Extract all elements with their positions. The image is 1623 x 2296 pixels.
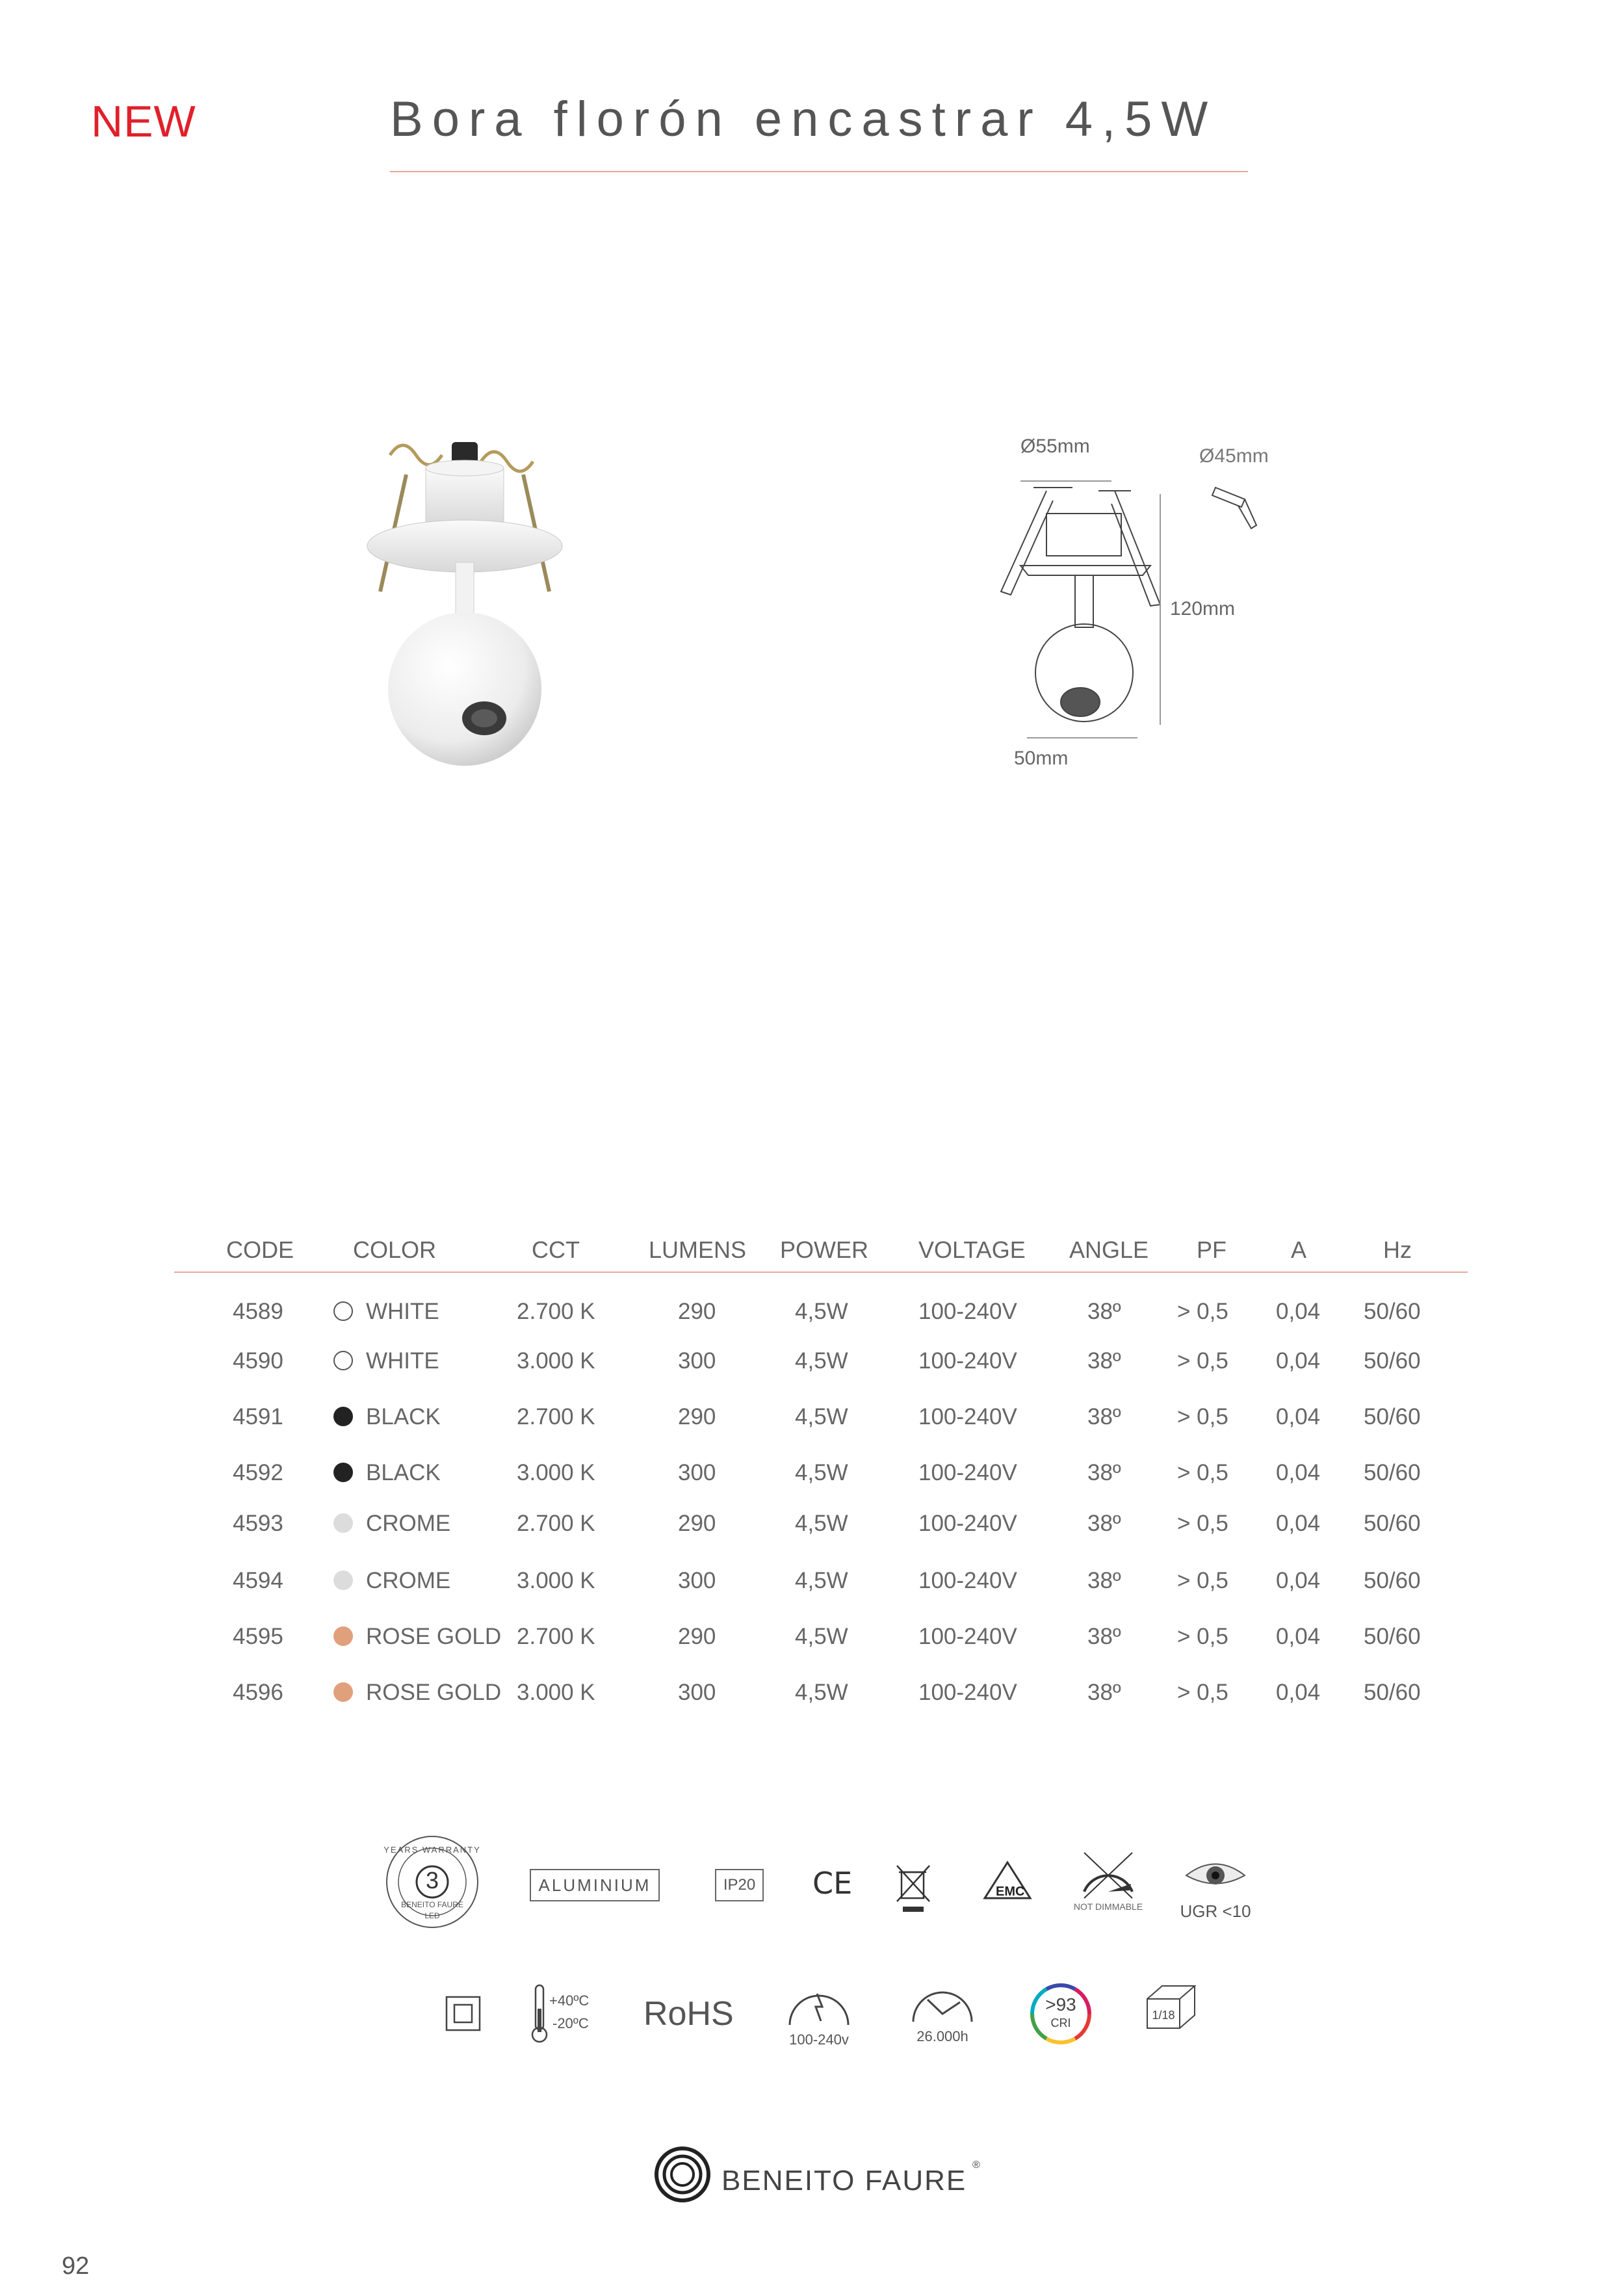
cell-hz: 50/60 [1364, 1404, 1421, 1429]
cell-pf: > 0,5 [1177, 1568, 1228, 1593]
not-dimmable-icon [1072, 1846, 1144, 1901]
col-lumens: LUMENS [649, 1236, 747, 1263]
color-swatch [333, 1407, 353, 1426]
cell-hz: 50/60 [1364, 1624, 1421, 1649]
product-title: Bora florón encastrar 4,5W [390, 92, 1217, 147]
cell-pf: > 0,5 [1177, 1680, 1228, 1705]
cell-cct: 3.000 K [517, 1568, 595, 1593]
cell-power: 4,5W [795, 1511, 848, 1536]
cell-lumens: 290 [678, 1624, 716, 1649]
cell-a: 0,04 [1276, 1511, 1321, 1536]
cell-code: 4590 [233, 1348, 283, 1374]
temp-min-label: -20ºC [552, 2015, 589, 2031]
width-label: 50mm [1014, 748, 1069, 769]
cell-code: 4591 [233, 1404, 283, 1429]
col-pf: PF [1197, 1236, 1227, 1263]
color-swatch [333, 1626, 353, 1646]
cell-a: 0,04 [1276, 1404, 1321, 1429]
cell-power: 4,5W [795, 1348, 848, 1374]
spec-table-body [174, 1273, 1468, 1728]
cell-color: BLACK [366, 1404, 441, 1429]
cell-hz: 50/60 [1364, 1680, 1421, 1705]
brand-registered-mark: ® [972, 2159, 980, 2171]
warranty-years: 3 [425, 1867, 439, 1894]
height-label: 120mm [1170, 598, 1236, 620]
col-voltage: VOLTAGE [918, 1236, 1026, 1263]
new-badge: NEW [91, 97, 196, 146]
cell-cct: 2.700 K [517, 1511, 595, 1536]
dimension-diagram [936, 429, 1300, 793]
cell-power: 4,5W [795, 1680, 848, 1705]
cell-lumens: 290 [678, 1511, 716, 1536]
cell-pf: > 0,5 [1177, 1404, 1228, 1429]
cri-value: >93 [1045, 1994, 1076, 2015]
table-row [174, 1598, 1468, 1654]
col-cct: CCT [532, 1236, 580, 1263]
cell-lumens: 300 [678, 1348, 716, 1374]
cell-cct: 2.700 K [517, 1404, 595, 1429]
cell-voltage: 100-240V [918, 1460, 1017, 1485]
eye-icon [1183, 1856, 1248, 1895]
table-row [174, 1542, 1468, 1598]
cell-voltage: 100-240V [918, 1404, 1017, 1429]
cell-voltage: 100-240V [918, 1299, 1017, 1324]
cell-a: 0,04 [1276, 1299, 1321, 1324]
cell-color: WHITE [366, 1348, 439, 1374]
col-a: A [1291, 1236, 1307, 1263]
spec-table [174, 1222, 1468, 1728]
brand-name: BENEITO FAURE [721, 2165, 967, 2197]
material-badge: ALUMINIUM [530, 1869, 660, 1901]
spec-table-header [174, 1222, 1468, 1273]
col-hz: Hz [1383, 1236, 1412, 1263]
top-diameter-label: Ø55mm [1020, 436, 1090, 457]
cell-pf: > 0,5 [1177, 1511, 1228, 1536]
cell-pf: > 0,5 [1177, 1460, 1228, 1485]
cell-cct: 2.700 K [517, 1624, 595, 1649]
color-swatch [333, 1682, 353, 1702]
cell-color: ROSE GOLD [366, 1680, 502, 1705]
cell-voltage: 100-240V [918, 1624, 1017, 1649]
cell-hz: 50/60 [1364, 1348, 1421, 1374]
cell-a: 0,04 [1276, 1624, 1321, 1649]
cell-cct: 3.000 K [517, 1348, 595, 1374]
rohs-mark: RoHS [643, 1995, 734, 2033]
cell-cct: 3.000 K [517, 1460, 595, 1485]
cell-color: WHITE [366, 1299, 439, 1324]
col-code: CODE [226, 1236, 294, 1263]
cell-angle: 38º [1087, 1299, 1121, 1324]
cell-lumens: 290 [678, 1404, 716, 1429]
cell-a: 0,04 [1276, 1460, 1321, 1485]
box-quantity-label: 1/18 [1152, 2009, 1175, 2022]
ce-mark-icon: CE [812, 1866, 853, 1901]
table-row [174, 1322, 1468, 1378]
color-swatch [333, 1571, 353, 1590]
cell-power: 4,5W [795, 1568, 848, 1593]
table-row [174, 1434, 1468, 1490]
cell-voltage: 100-240V [918, 1568, 1017, 1593]
cell-a: 0,04 [1276, 1348, 1321, 1374]
color-swatch [333, 1513, 353, 1533]
cell-power: 4,5W [795, 1404, 848, 1429]
emc-icon [981, 1859, 1033, 1905]
cell-voltage: 100-240V [918, 1680, 1017, 1705]
voltage-range-icon [783, 1979, 855, 2028]
cell-pf: > 0,5 [1177, 1624, 1228, 1649]
warranty-text: YEARS WARRANTY [383, 1845, 481, 1855]
col-angle: ANGLE [1069, 1236, 1149, 1263]
cell-power: 4,5W [795, 1624, 848, 1649]
col-color: COLOR [353, 1236, 437, 1263]
cell-lumens: 290 [678, 1299, 716, 1324]
cell-voltage: 100-240V [918, 1348, 1017, 1374]
cell-lumens: 300 [678, 1568, 716, 1593]
cell-cct: 2.700 K [517, 1299, 595, 1324]
not-dimmable-label: NOT DIMMABLE [1073, 1901, 1143, 1912]
cell-angle: 38º [1087, 1624, 1121, 1649]
ugr-label: UGR <10 [1180, 1901, 1251, 1921]
cell-code: 4596 [233, 1680, 283, 1705]
cri-label: CRI [1050, 2016, 1071, 2029]
col-power: POWER [780, 1236, 869, 1263]
cell-code: 4594 [233, 1568, 283, 1593]
box-pack-icon [1144, 1979, 1196, 2031]
ip-badge: IP20 [715, 1869, 764, 1901]
table-row [174, 1654, 1468, 1710]
cell-hz: 50/60 [1364, 1299, 1421, 1324]
cell-angle: 38º [1087, 1680, 1121, 1705]
cell-pf: > 0,5 [1177, 1348, 1228, 1374]
cell-a: 0,04 [1276, 1568, 1321, 1593]
temp-max-label: +40ºC [549, 1992, 590, 2009]
cell-code: 4595 [233, 1624, 283, 1649]
table-row [174, 1273, 1468, 1329]
lifetime-label: 26.000h [916, 2028, 968, 2044]
weee-bin-icon [894, 1862, 933, 1914]
page-number: 92 [62, 2252, 90, 2280]
svg-text:EMC: EMC [996, 1885, 1025, 1899]
lifetime-clock-icon [907, 1976, 978, 2025]
cell-power: 4,5W [795, 1460, 848, 1485]
cell-code: 4593 [233, 1511, 283, 1536]
cell-power: 4,5W [795, 1299, 848, 1324]
cell-lumens: 300 [678, 1460, 716, 1485]
cell-color: CROME [366, 1568, 451, 1593]
thermometer-icon [526, 1983, 552, 2044]
cell-angle: 38º [1087, 1460, 1121, 1485]
table-row [174, 1378, 1468, 1434]
cell-angle: 38º [1087, 1568, 1121, 1593]
color-swatch [333, 1301, 353, 1321]
cell-voltage: 100-240V [918, 1511, 1017, 1536]
cell-code: 4592 [233, 1460, 283, 1485]
cell-lumens: 300 [678, 1680, 716, 1705]
cell-angle: 38º [1087, 1348, 1121, 1374]
brand-logo-icon [653, 2145, 712, 2204]
warranty-brand: BENEITO FAURE [401, 1900, 463, 1909]
cell-a: 0,04 [1276, 1680, 1321, 1705]
color-swatch [333, 1351, 353, 1370]
cell-cct: 3.000 K [517, 1680, 595, 1705]
warranty-tag: LED [424, 1911, 440, 1920]
voltage-label: 100-240v [789, 2031, 849, 2048]
cell-pf: > 0,5 [1177, 1299, 1228, 1324]
cell-angle: 38º [1087, 1511, 1121, 1536]
title-divider [390, 171, 1248, 172]
cell-angle: 38º [1087, 1404, 1121, 1429]
cell-color: BLACK [366, 1460, 441, 1485]
class-two-icon [445, 1996, 481, 2031]
color-swatch [333, 1463, 353, 1482]
cell-code: 4589 [233, 1299, 283, 1324]
cell-hz: 50/60 [1364, 1460, 1421, 1485]
cell-color: CROME [366, 1511, 451, 1536]
product-photo [354, 429, 575, 770]
cell-hz: 50/60 [1364, 1511, 1421, 1536]
cell-hz: 50/60 [1364, 1568, 1421, 1593]
table-row [174, 1485, 1468, 1541]
cell-color: ROSE GOLD [366, 1624, 502, 1649]
cutout-diameter-label: Ø45mm [1199, 445, 1269, 467]
